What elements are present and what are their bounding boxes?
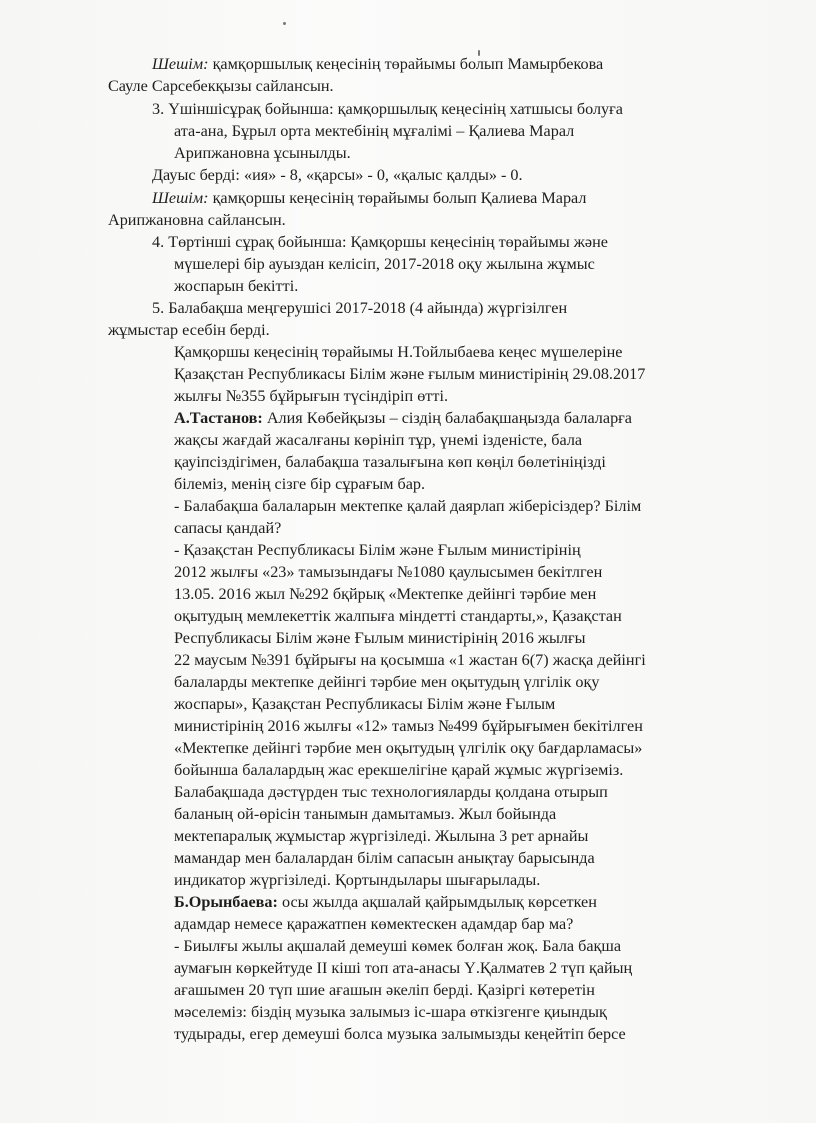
text-run: мүшелері бір ауыздан келісіп, 2017-2018 оқу жылына жұмыс	[174, 255, 595, 273]
text-line	[108, 76, 334, 97]
text-run: сапасы қандай?	[174, 519, 282, 537]
text-run: индикатор жүргізіледі. Қортындылары шығарылады.	[174, 871, 541, 889]
text-run: мамандар мен балалардан білім сапасын анықтау барысында	[174, 849, 595, 867]
text-line	[174, 870, 540, 891]
text-line	[174, 408, 632, 429]
text-line	[174, 914, 573, 935]
text-line	[174, 430, 582, 451]
text-run: білеміз, менің сізге бір сұрағым бар.	[174, 475, 426, 493]
text-line	[174, 364, 645, 385]
text-run: 5. Балабақша меңгерушісі 2017-2018 (4 айында) жүргізілген	[152, 299, 568, 317]
text-run: 4. Төртінші сұрақ бойынша: Қамқоршы кеңесінің төрайымы және	[152, 233, 608, 251]
text-run: «Мектепке дейінгі тәрбие мен оқытудың үлгілік оқу бағдарламасы»	[174, 739, 643, 757]
decision-label: Шешім:	[152, 189, 209, 207]
text-line	[152, 165, 523, 186]
text-run: қамқоршы кеңесінің төрайымы болып Қалиева Марал	[208, 189, 587, 207]
text-line	[174, 716, 643, 737]
text-line	[174, 892, 597, 913]
text-line	[152, 99, 623, 120]
text-line	[174, 760, 623, 781]
text-run: Республикасы Білім және Ғылым министірінің 2016 жылғы	[174, 629, 586, 647]
text-run: Балабақшада дәстүрден тыс технологияларды қолдана отырып	[174, 783, 608, 801]
text-line	[174, 143, 351, 164]
text-run: жоспарын бекітті.	[174, 277, 299, 295]
text-line	[174, 848, 595, 869]
text-line	[174, 694, 555, 715]
text-run: ата-ана, Бұрыл орта мектебінің мұғалімі – Қалиева Марал	[174, 122, 575, 140]
text-line	[174, 672, 599, 693]
text-line	[174, 496, 641, 517]
text-line	[174, 804, 556, 825]
text-run: - Биылғы жылы ақшалай демеуші көмек болған жоқ. Бала бақша	[174, 937, 622, 955]
text-run: Арипжановна ұсынылды.	[174, 144, 351, 162]
text-run: - Балабақша балаларын мектепке қалай даярлап жіберісіздер? Білім	[174, 497, 642, 515]
text-line	[174, 121, 574, 142]
text-run: 13.05. 2016 жыл №292 бқйрық «Мектепке дейінгі тәрбие мен	[174, 585, 597, 603]
text-line	[174, 386, 448, 407]
text-line	[152, 188, 586, 209]
text-run: ағашымен 20 түп шие ағашын әкеліп берді. Қазіргі көтеретін	[174, 981, 595, 999]
text-run: мектепаралық жұмыстар жүргізіледі. Жылына 3 рет арнайы	[174, 827, 589, 845]
text-line	[174, 254, 595, 275]
text-line	[174, 540, 581, 561]
text-run: 2012 жылғы «23» тамызындағы №1080 қаулысымен бекітлген	[174, 563, 603, 581]
text-run: осы жылда ақшалай қайрымдылық көрсеткен	[277, 893, 597, 911]
text-run: қамқоршылық кеңесінің төрайымы болып Мамырбекова	[208, 55, 604, 73]
text-line	[174, 936, 621, 957]
text-line	[174, 518, 281, 539]
text-run: адамдар немесе қаражатпен көмектескен адамдар бар ма?	[174, 915, 574, 933]
text-run: министірінің 2016 жылғы «12» тамыз №499 бұйрығымен бекітілген	[174, 717, 643, 735]
text-run: Сауле Сарсебекқызы сайлансын.	[108, 77, 334, 95]
text-run: бойынша балалардың жас ерекшелігіне қарай жұмыс жүргіземіз.	[174, 761, 624, 779]
text-line	[174, 1002, 607, 1023]
text-run: аумағын көркейтуде ІІ кіші топ ата-анасы Ү.Қалматев 2 түп қайың	[174, 959, 633, 977]
speaker-name: Б.Орынбаева:	[174, 893, 278, 911]
text-run: - Қазақстан Республикасы Білім және Ғылым министірінің	[174, 541, 581, 559]
text-line	[152, 298, 567, 319]
text-run: мәселеміз: біздің музыка залымыз іс-шара өткізгенге қиындық	[174, 1003, 607, 1021]
text-line	[174, 980, 595, 1001]
text-run: жоспары», Қазақстан Республикасы Білім және Ғылым	[174, 695, 556, 713]
text-line	[174, 826, 588, 847]
text-line	[174, 474, 425, 495]
text-run: тудырады, егер демеуші болса музыка залымызды кеңейтіп берсе	[174, 1025, 626, 1043]
text-run: Арипжановна сайлансын.	[108, 211, 286, 229]
text-run: жұмыстар есебін берді.	[108, 321, 270, 339]
speaker-name: А.Тастанов:	[174, 409, 263, 427]
text-run: жақсы жағдай жасалғаны көрініп тұр, үнемі ізденісте, бала	[174, 431, 583, 449]
text-run: 3. Үшіншісұрақ бойынша: қамқоршылық кеңесінің хатшысы болуға	[152, 100, 623, 118]
text-run: Қазақстан Республикасы Білім және ғылым министірінің 29.08.2017	[174, 365, 646, 383]
text-run: Дауыс берді: «ия» - 8, «қарсы» - 0, «қалыс қалды» - 0.	[152, 166, 523, 184]
text-line	[174, 584, 596, 605]
text-line	[174, 606, 622, 627]
text-run: жылғы №355 бұйрығын түсіндіріп өтті.	[174, 387, 448, 405]
text-line	[174, 342, 622, 363]
text-run: балаларды мектепке дейінгі тәрбие мен оқытудың үлгілік оқу	[174, 673, 600, 691]
text-run: Қамқоршы кеңесінің төрайымы Н.Тойлыбаева кеңес мүшелеріне	[174, 343, 623, 361]
text-run: баланың ой-өрісін танымын дамытамыз. Жыл бойында	[174, 805, 557, 823]
text-line	[152, 232, 608, 253]
text-run: қауіпсіздігімен, балабақша тазалығына көп көңіл бөлетініңізді	[174, 453, 606, 471]
text-line	[174, 452, 606, 473]
scan-speck	[283, 22, 286, 25]
text-line	[152, 54, 603, 75]
text-line	[174, 562, 602, 583]
text-line	[174, 276, 298, 297]
text-line	[174, 628, 586, 649]
text-line	[108, 210, 286, 231]
text-line	[174, 650, 646, 671]
text-run: 22 маусым №391 бұйрығы на қосымша «1 жастан 6(7) жасқа дейінгі	[174, 651, 646, 669]
text-line	[108, 320, 270, 341]
text-line	[174, 1024, 626, 1045]
text-line	[174, 738, 642, 759]
decision-label: Шешім:	[152, 55, 209, 73]
text-run: Алия Көбейқызы – сіздің балабақшаңызда балаларға	[262, 409, 632, 427]
text-line	[174, 782, 608, 803]
text-run: оқытудың мемлекеттік жалпыға міндетті стандарты,», Қазақстан	[174, 607, 622, 625]
text-line	[174, 958, 632, 979]
